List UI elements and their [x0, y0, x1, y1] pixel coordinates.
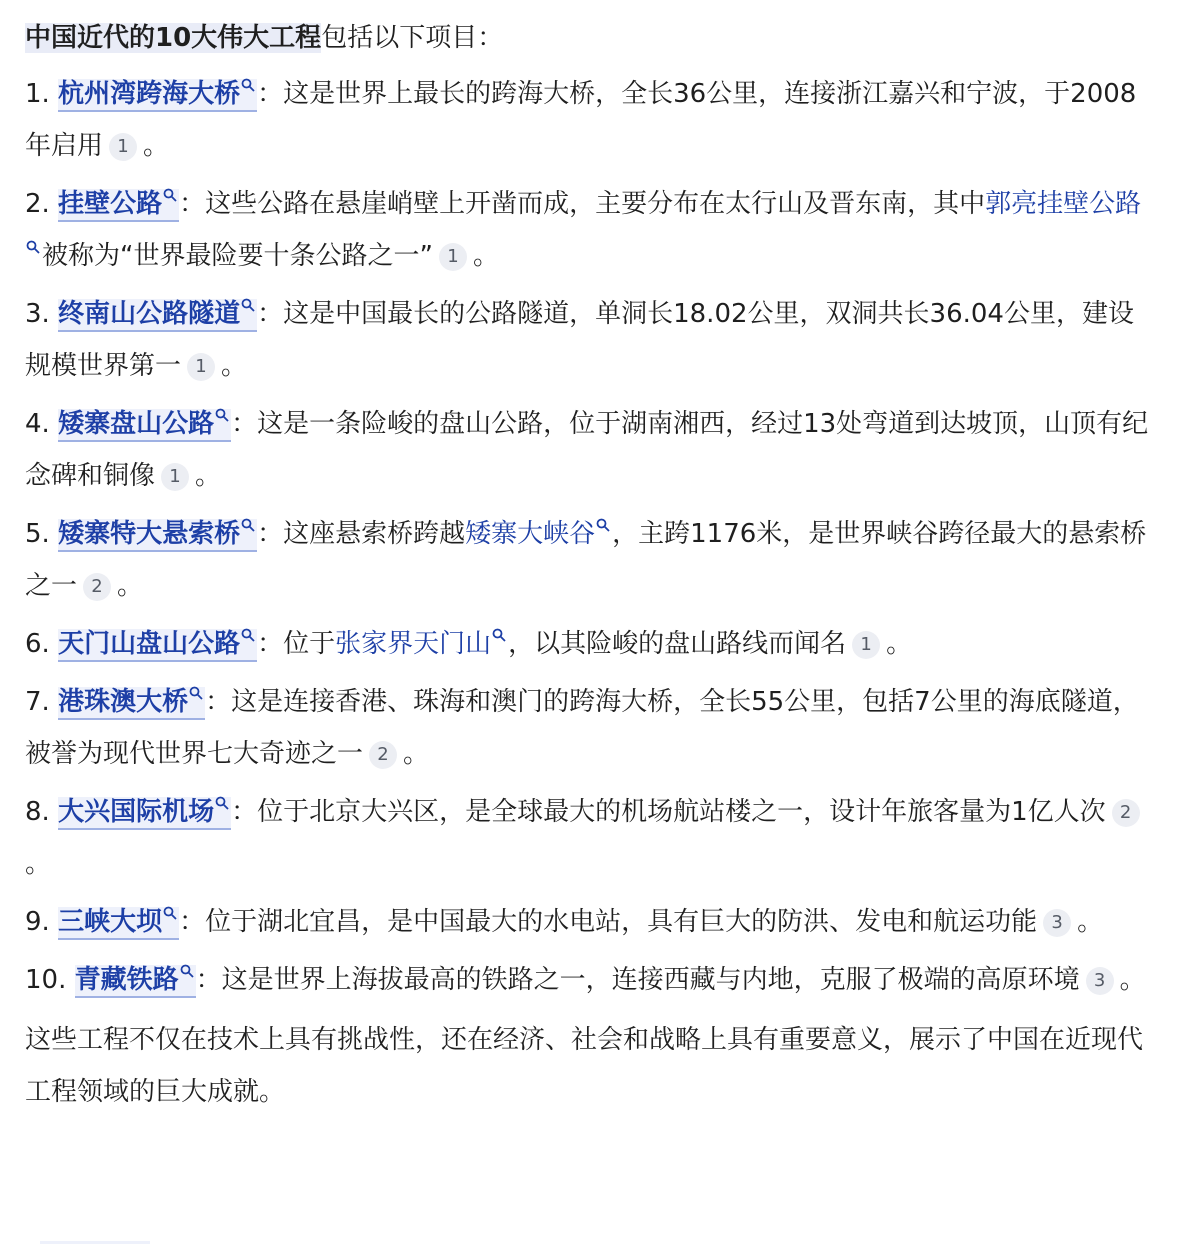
- search-icon: [215, 796, 229, 810]
- search-icon: [26, 240, 40, 254]
- search-icon: [241, 628, 255, 642]
- item-description: ：这些公路在悬崖峭壁上开凿而成，主要分布在太行山及晋东南，其中: [179, 189, 986, 219]
- item-number: 7.: [25, 687, 50, 717]
- item-number: 6.: [25, 629, 50, 659]
- entity-link-label: 终南山公路隧道: [58, 299, 241, 329]
- list-item: [25, 508, 1155, 612]
- item-description-cont: 被称为“世界最险要十条公路之一”: [42, 241, 433, 271]
- entity-link[interactable]: [58, 189, 179, 222]
- item-end: 。: [1077, 907, 1104, 937]
- search-icon: [241, 518, 255, 532]
- list-item: [25, 954, 1155, 1006]
- item-description: ：这是一条险峻的盘山公路，位于湖南湘西，经过13处弯道到达坡顶，山顶有纪念碑和铜像: [25, 409, 1149, 491]
- item-description: ：这是世界上海拔最高的铁路之一，连接西藏与内地，克服了极端的高原环境: [195, 965, 1080, 995]
- search-icon: [596, 518, 610, 532]
- list-item: [25, 676, 1155, 780]
- search-icon: [241, 298, 255, 312]
- entity-link-label: 矮寨特大悬索桥: [58, 519, 241, 549]
- entity-link-label: 挂壁公路: [58, 189, 163, 219]
- citation-badge[interactable]: 3: [1086, 967, 1114, 995]
- entity-link[interactable]: [58, 409, 231, 442]
- search-icon: [241, 78, 255, 92]
- entity-link-label: 杭州湾跨海大桥: [58, 79, 241, 109]
- item-description: ：这座悬索桥跨越: [257, 519, 466, 549]
- list-item: [25, 178, 1155, 282]
- entity-link-label: 矮寨盘山公路: [58, 409, 215, 439]
- item-number: 10.: [25, 965, 67, 995]
- list-item: [25, 618, 1155, 670]
- search-icon: [215, 408, 229, 422]
- citation-badge[interactable]: 1: [187, 353, 215, 381]
- item-number: 4.: [25, 409, 50, 439]
- item-description: ：位于: [257, 629, 336, 659]
- item-end: 。: [221, 351, 248, 381]
- list-item: [25, 896, 1155, 948]
- item-number: 2.: [25, 189, 50, 219]
- entity-link-label: 大兴国际机场: [58, 797, 215, 827]
- item-end: 。: [1119, 965, 1146, 995]
- list-item: [25, 288, 1155, 392]
- entity-link-label: 天门山盘山公路: [58, 629, 241, 659]
- divider: [40, 1241, 150, 1244]
- item-number: 8.: [25, 797, 50, 827]
- search-icon: [492, 628, 506, 642]
- entity-link[interactable]: [58, 79, 257, 112]
- summary-paragraph: 这些工程不仅在技术上具有挑战性，还在经济、社会和战略上具有重要意义，展示了中国在近现代工程领域的巨大成就。: [25, 1025, 1144, 1107]
- item-number: 9.: [25, 907, 50, 937]
- list-item: [25, 68, 1155, 172]
- entity-link[interactable]: [75, 965, 196, 998]
- entity-link-label: 青藏铁路: [74, 965, 179, 995]
- inline-entity-link[interactable]: [465, 519, 612, 550]
- entity-link-label: 港珠澳大桥: [58, 687, 189, 717]
- list-item: [25, 398, 1155, 502]
- item-end: 。: [886, 629, 913, 659]
- inline-entity-link-label: 矮寨大峡谷: [465, 519, 596, 549]
- item-number: 3.: [25, 299, 50, 329]
- item-end: 。: [403, 739, 430, 769]
- intro-title: 中国近代的10大伟大工程: [25, 23, 322, 53]
- item-end: 。: [25, 849, 52, 879]
- citation-badge[interactable]: 2: [1112, 799, 1140, 827]
- item-description: ：这是世界上最长的跨海大桥，全长36公里，连接浙江嘉兴和宁波，于2008年启用: [25, 79, 1137, 161]
- citation-badge[interactable]: 1: [109, 133, 137, 161]
- entity-link-label: 三峡大坝: [58, 907, 163, 937]
- citation-badge[interactable]: 2: [369, 741, 397, 769]
- citation-badge[interactable]: 2: [83, 573, 111, 601]
- item-number: 1.: [25, 79, 50, 109]
- citation-badge[interactable]: 1: [439, 243, 467, 271]
- citation-badge[interactable]: 1: [161, 463, 189, 491]
- item-number: 5.: [25, 519, 50, 549]
- item-description: ：这是中国最长的公路隧道，单洞长18.02公里，双洞共长36.04公里，建设规模世界第一: [25, 299, 1134, 381]
- search-icon: [180, 964, 194, 978]
- item-end: 。: [472, 241, 499, 271]
- answer-content: [25, 12, 1155, 1118]
- search-icon: [189, 686, 203, 700]
- entity-link[interactable]: [58, 687, 205, 720]
- item-description: ：这是连接香港、珠海和澳门的跨海大桥，全长55公里，包括7公里的海底隧道，被誉为现代世界七大奇迹之一: [25, 687, 1139, 769]
- entity-link[interactable]: [58, 797, 231, 830]
- item-description-cont: ，主跨1176米，是世界峡谷跨径最大的悬索桥之一: [25, 519, 1147, 601]
- item-description: ：位于北京大兴区，是全球最大的机场航站楼之一，设计年旅客量为1亿人次: [231, 797, 1106, 827]
- list-item: [25, 786, 1155, 890]
- intro-paragraph: [25, 12, 1155, 64]
- item-end: 。: [117, 571, 144, 601]
- search-icon: [163, 906, 177, 920]
- entity-link[interactable]: [58, 629, 257, 662]
- inline-entity-link-label: 郭亮挂壁公路: [985, 189, 1142, 219]
- item-description: ：位于湖北宜昌，是中国最大的水电站，具有巨大的防洪、发电和航运功能: [179, 907, 1038, 937]
- item-end: 。: [143, 131, 170, 161]
- inline-entity-link-label: 张家界天门山: [335, 629, 492, 659]
- citation-badge[interactable]: 3: [1043, 909, 1071, 937]
- item-description-cont: ，以其险峻的盘山路线而闻名: [508, 629, 847, 659]
- entity-link[interactable]: [58, 519, 257, 552]
- item-end: 。: [195, 461, 222, 491]
- inline-entity-link[interactable]: [335, 629, 508, 660]
- entity-link[interactable]: [58, 907, 179, 940]
- entity-link[interactable]: [58, 299, 257, 332]
- citation-badge[interactable]: 1: [852, 631, 880, 659]
- search-icon: [163, 188, 177, 202]
- intro-text: 包括以下项目：: [321, 23, 504, 53]
